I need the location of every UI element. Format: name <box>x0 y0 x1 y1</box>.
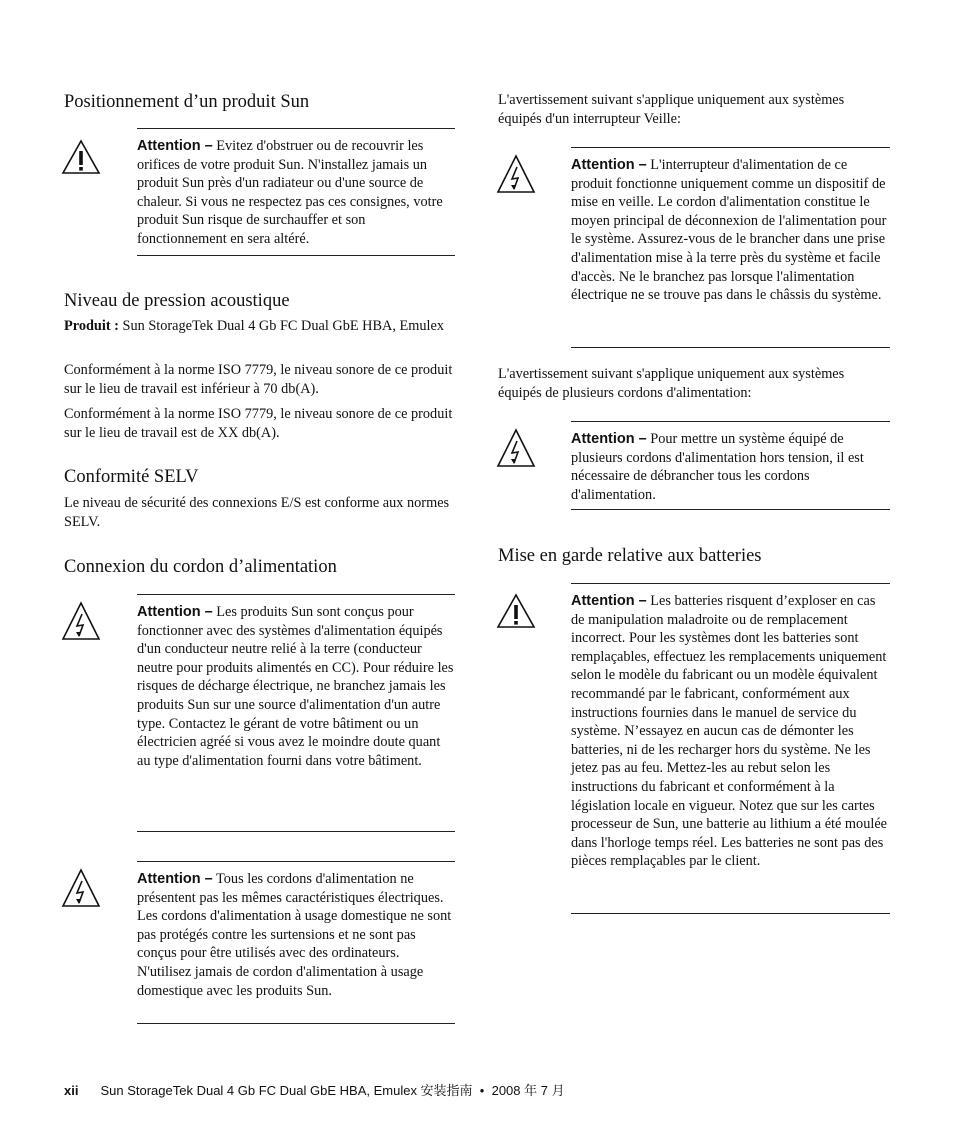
warning-box-standby <box>571 147 890 348</box>
electrical-hazard-icon <box>61 868 101 908</box>
product-line: Produit : Sun StorageTek Dual 4 Gb FC Dual GbE HBA, Emulex <box>64 318 444 334</box>
warning-text: Attention – Les batteries risquent d’exploser en cas de manipulation maladroite ou de remplacement incorrect. Pour les systèmes dont les batteries sont remplaçables, effectuez les remplacements uniquement selon le modèle du fabricant ou un modèle équivalent recommandé par le fabricant, conformément aux instructions fournies dans le manuel de service du système. N’essayez en aucun cas de démonter les batteries, ni de les recharger hors du système. Ne les jetez pas au feu. Mettez-les au rebut selon les instructions du fabricant et conformément à la législation locale en vigueur. Notez que sur les cartes processeur de Sun, une batterie au lithium a été moulée dans l'horloge temps réel. Les batteries ne sont pas des pièces remplaçables par le client. <box>571 593 888 870</box>
warning-box-multi-cord <box>571 421 890 510</box>
attention-label: Attention – <box>137 871 213 887</box>
electrical-hazard-icon <box>496 154 536 194</box>
selv-text: Le niveau de sécurité des connexions E/S est conforme aux normes SELV. <box>64 495 450 530</box>
page-footer <box>64 1080 565 1099</box>
intro-standby: L'avertissement suivant s'applique uniquement aux systèmes équipés d'un interrupteur Veille: <box>498 92 845 127</box>
warning-box-power-2 <box>137 861 455 1024</box>
warning-triangle-icon <box>496 593 536 629</box>
section-title-power: Connexion du cordon d’alimentation <box>64 557 337 577</box>
page-number: xii <box>64 1083 79 1098</box>
attention-label: Attention – <box>571 431 647 447</box>
electrical-hazard-icon <box>496 428 536 468</box>
section-title-placement: Positionnement d’un produit Sun <box>64 92 310 112</box>
warning-box-power-1 <box>137 594 455 832</box>
warning-text: Attention – Pour mettre un système équipé de plusieurs cordons d'alimentation hors tension, il est nécessaire de débrancher tous les cordons d'alimentation. <box>571 431 864 503</box>
warning-box-battery <box>571 583 890 914</box>
attention-label: Attention – <box>137 604 213 620</box>
section-title-battery: Mise en garde relative aux batteries <box>498 546 762 566</box>
acoustic-para-2: Conformément à la norme ISO 7779, le niveau sonore de ce produit sur le lieu de travail est de XX db(A). <box>64 406 453 441</box>
warning-text: Attention – Evitez d'obstruer ou de recouvrir les orifices de votre produit Sun. N'installez jamais un produit Sun près d'un radiateur ou d'une source de chaleur. Si vous ne respectez pas ces consignes, votre produit Sun risque de surchauffer et son fonctionnement en sera altéré. <box>137 138 443 247</box>
footer-date: 2008 年 7 月 <box>491 1083 565 1098</box>
footer-title: Sun StorageTek Dual 4 Gb FC Dual GbE HBA, Emulex 安装指南 <box>100 1083 473 1098</box>
attention-label: Attention – <box>137 138 213 154</box>
footer-bullet: • <box>479 1083 485 1098</box>
electrical-hazard-icon <box>61 601 101 641</box>
warning-triangle-icon <box>61 139 101 175</box>
intro-multi-cord: L'avertissement suivant s'applique uniquement aux systèmes équipés de plusieurs cordons d'alimentation: <box>498 366 845 401</box>
warning-box-placement <box>137 128 455 256</box>
warning-text: Attention – L'interrupteur d'alimentation de ce produit fonctionne uniquement comme un dispositif de mise en veille. Le cordon d'alimentation constitue le moyen principal de déconnexion de l'alimentation pour le système. Assurez-vous de le brancher dans une prise d'alimentation mise à la terre près du système et facile d'accès. Ne le branchez pas lorsque l'alimentation électrique ne se trouve pas dans le châssis du système. <box>571 157 887 304</box>
section-title-selv: Conformité SELV <box>64 467 199 487</box>
warning-text: Attention – Tous les cordons d'alimentation ne présentent pas les mêmes caractéristiques électriques. Les cordons d'alimentation à usage domestique ne sont pas protégés contre les surtensions et ne sont pas conçus pour être utilisés avec des ordinateurs. N'utilisez jamais de cordon d'alimentation à usage domestique avec les produits Sun. <box>137 871 452 999</box>
warning-text: Attention – Les produits Sun sont conçus pour fonctionner avec des systèmes d'alimentation équipés d'un conducteur neutre relié à la terre (conducteur neutre pour produits alimentés en CC). Pour réduire les risques de décharge électrique, ne branchez jamais les produits Sun sur une source d'alimentation d'un autre type. Contactez le gérant de votre bâtiment ou un électricien agréé si vous avez le moindre doute quant au type d'alimentation fourni dans votre bâtiment. <box>137 604 454 769</box>
attention-label: Attention – <box>571 593 647 609</box>
attention-label: Attention – <box>571 157 647 173</box>
section-title-acoustic: Niveau de pression acoustique <box>64 291 290 311</box>
acoustic-para-1: Conformément à la norme ISO 7779, le niveau sonore de ce produit sur le lieu de travail est inférieur à 70 db(A). <box>64 362 453 397</box>
